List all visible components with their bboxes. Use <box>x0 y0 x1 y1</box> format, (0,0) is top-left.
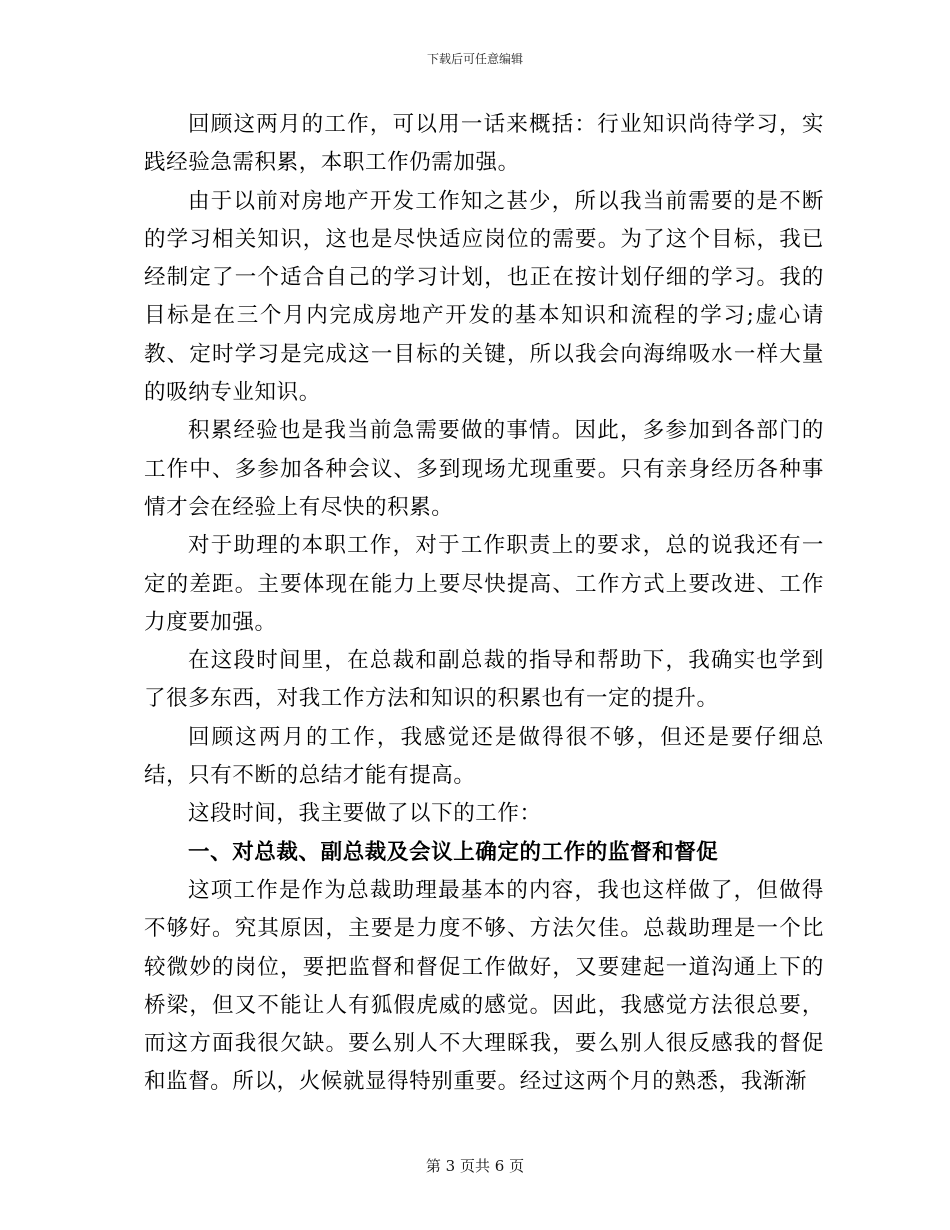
page-footer: 第 3 页共 6 页 <box>425 1157 525 1175</box>
paragraph-7: 这段时间，我主要做了以下的工作： <box>188 801 542 827</box>
paragraph-5: 在这段时间里，在总裁和副总裁的指导和帮助下，我确实也学到了很多东西，对我工作方法和知识的积累也有一定的提升。 <box>144 648 824 712</box>
section-paragraph: 这项工作是作为总裁助理最基本的内容，我也这样做了，但做得不够好。究其原因，主要是力度不够、方法欠佳。总裁助理是一个比较微妙的岗位，要把监督和督促工作做好，又要建起一道沟通上下的桥梁，但又不能让人有狐假虎威的感觉。因此，我感觉方法很总要，而这方面我很欠缺。要么别人不大理睬我，要么别人很反感我的督促和监督。所以，火候就显得特别重要。经过这两个月的熟悉，我渐渐 <box>144 877 824 1095</box>
document-body <box>144 106 824 1102</box>
page-header: 下载后可任意编辑 <box>426 52 523 66</box>
paragraph-2: 由于以前对房地产开发工作知之甚少，所以我当前需要的是不断的学习相关知识，这也是尽快适应岗位的需要。为了这个目标，我已经制定了一个适合自己的学习计划，也正在按计划仔细的学习。我的目标是在三个月内完成房地产开发的基本知识和流程的学习;虚心请教、定时学习是完成这一目标的关键，所以我会向海绵吸水一样大量的吸纳专业知识。 <box>144 188 824 406</box>
paragraph-1: 回顾这两月的工作，可以用一话来概括：行业知识尚待学习，实践经验急需积累，本职工作仍需加强。 <box>144 112 824 176</box>
paragraph-6: 回顾这两月的工作，我感觉还是做得很不够，但还是要仔细总结，只有不断的总结才能有提高。 <box>144 724 824 789</box>
paragraph-3: 积累经验也是我当前急需要做的事情。因此，多参加到各部门的工作中、多参加各种会议、多到现场尤现重要。只有亲身经历各种事情才会在经验上有尽快的积累。 <box>144 418 824 520</box>
section-heading: 一、对总裁、副总裁及会议上确定的工作的监督和督促 <box>188 839 719 865</box>
paragraph-4: 对于助理的本职工作，对于工作职责上的要求，总的说我还有一定的差距。主要体现在能力上要尽快提高、工作方式上要改进、工作力度要加强。 <box>144 533 824 635</box>
